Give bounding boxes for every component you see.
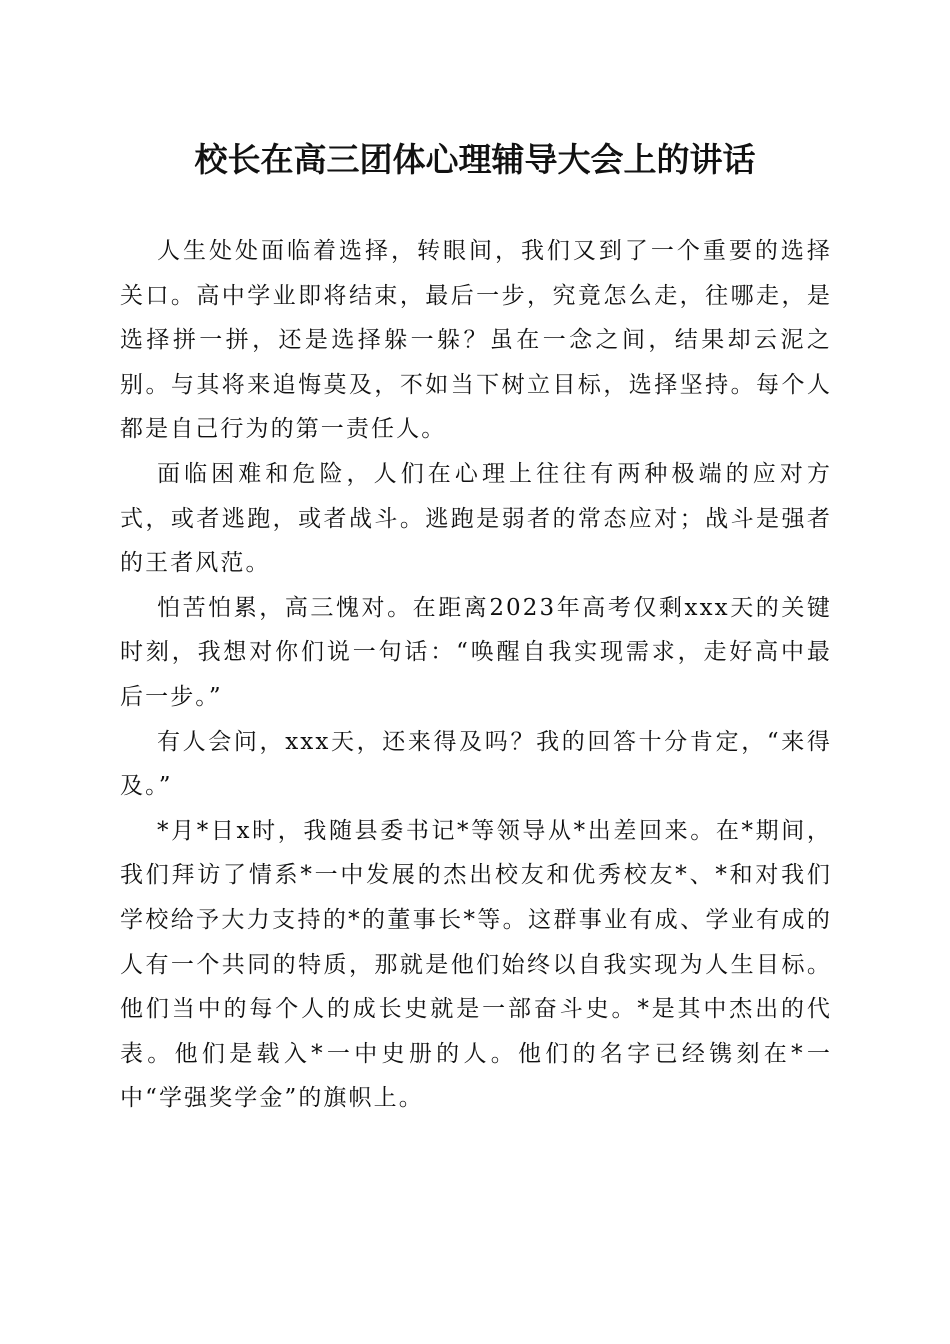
paragraph: 人生处处面临着选择，转眼间，我们又到了一个重要的选择关口。高中学业即将结束，最后一步，究竟怎么走，往哪走，是选择拼一拼，还是选择躲一躲？虽在一念之间，结果却云泥之别。与其将来追悔莫及，不如当下树立目标，选择坚持。每个人都是自己行为的第一责任人。 [120, 238, 832, 443]
document-body [120, 229, 832, 1121]
paragraph: 面临困难和危险，人们在心理上往往有两种极端的应对方式，或者逃跑，或者战斗。逃跑是弱者的常态应对；战斗是强者的王者风范。 [120, 460, 832, 577]
paragraph: 有人会问，xxx天，还来得及吗？我的回答十分肯定，“来得及。” [120, 728, 832, 800]
paragraph: 怕苦怕累，高三愧对。在距离2023年高考仅剩xxx天的关键时刻，我想对你们说一句话：“唤醒自我实现需求，走好高中最后一步。” [120, 594, 832, 710]
paragraph: *月*日x时，我随县委书记*等领导从*出差回来。在*期间，我们拜访了情系*一中发展的杰出校友和优秀校友*、*和对我们学校给予大力支持的*的董事长*等。这群事业有成、学业有成的人有一个共同的特质，那就是他们始终以自我实现为人生目标。他们当中的每个人的成长史就是一部奋斗史。*是其中杰出的代表。他们是载入*一中史册的人。他们的名字已经镌刻在*一中“学强奖学金”的旗帜上。 [120, 817, 832, 1112]
document-title: 校长在高三团体心理辅导大会上的讲话 [194, 140, 756, 179]
